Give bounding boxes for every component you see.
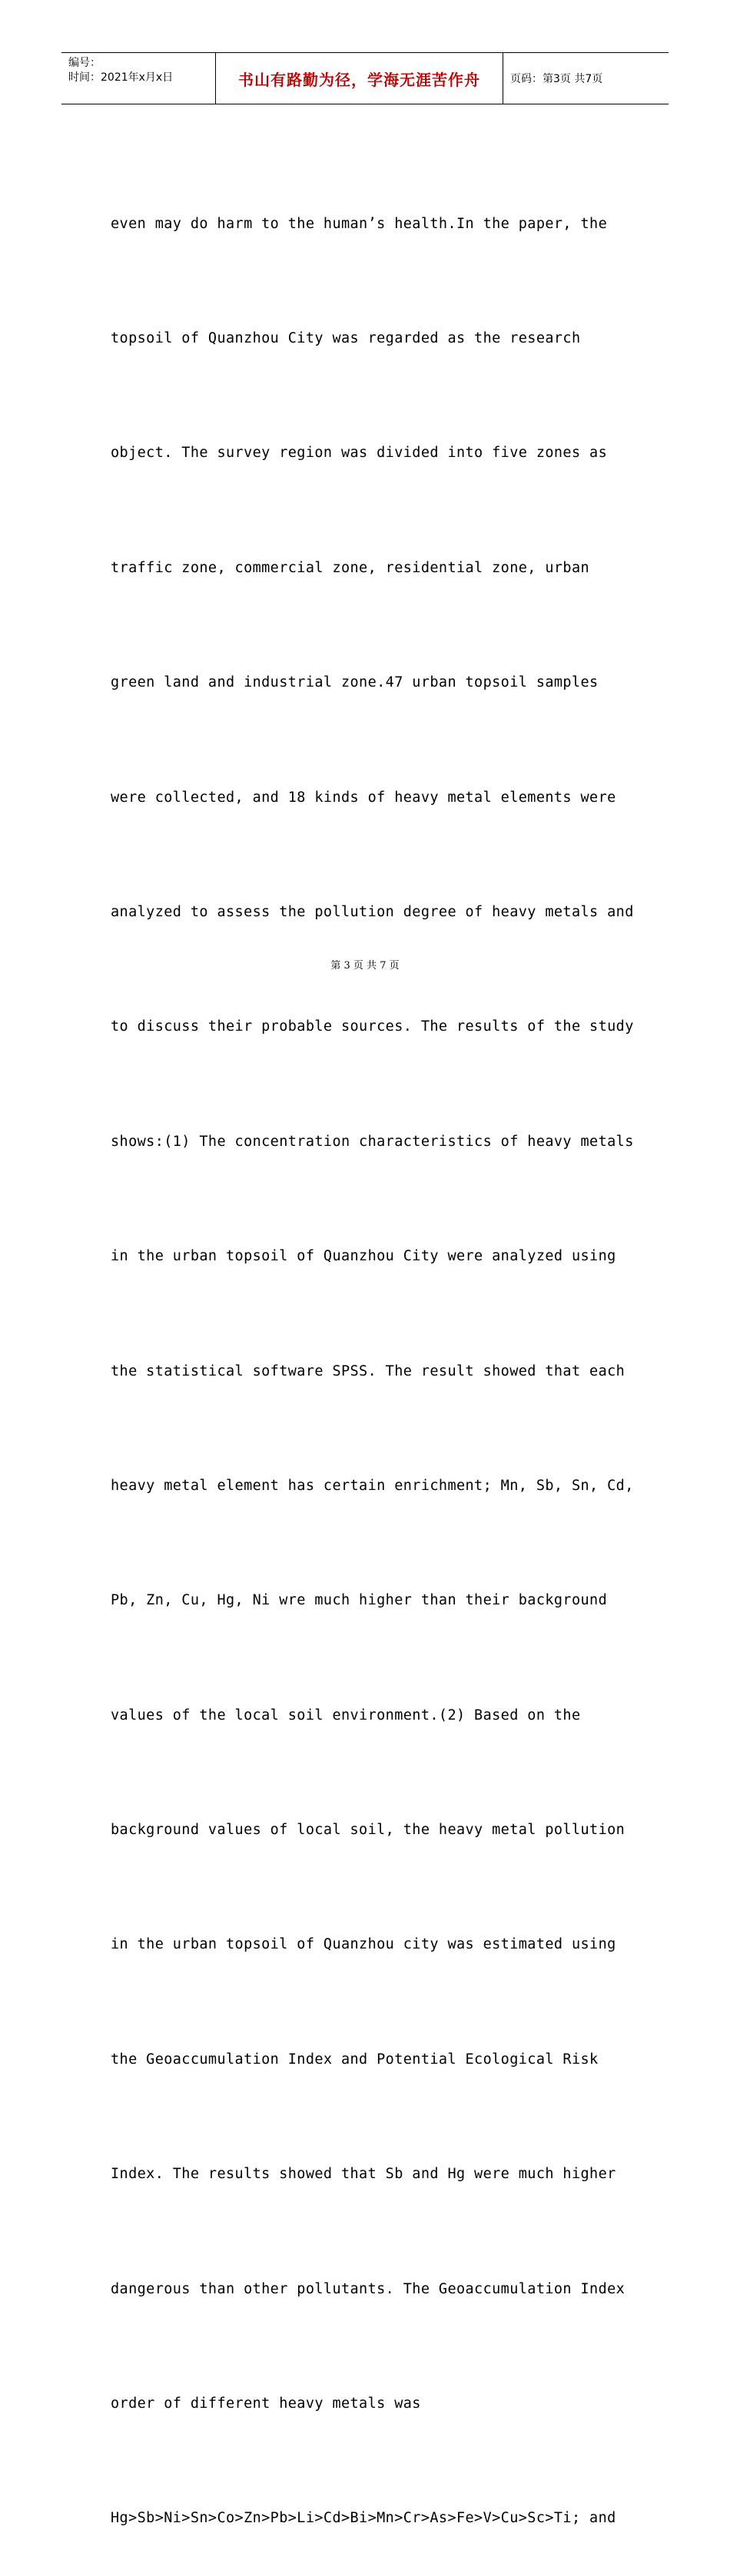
page-header	[61, 52, 669, 104]
body-line: to discuss their probable sources. The results of the study	[111, 1018, 634, 1035]
body-line: shows:(1) The concentration characteristics of heavy metals	[111, 1133, 634, 1150]
body-line: dangerous than other pollutants. The Geoaccumulation Index	[111, 2280, 625, 2297]
header-motto: 书山有路勤为径，学海无涯苦作舟	[216, 53, 503, 104]
body-line: the statistical software SPSS. The result showed that each	[111, 1362, 625, 1379]
number-label: 编号：	[68, 57, 101, 69]
body-line: heavy metal element has certain enrichment; Mn, Sb, Sn, Cd,	[111, 1477, 634, 1494]
body-line: values of the local soil environment.(2) Based on the	[111, 1707, 581, 1723]
document-body	[111, 128, 633, 2576]
header-page-info: 页码：第3页 共7页	[510, 73, 603, 85]
body-line: analyzed to assess the pollution degree of heavy metals and	[111, 903, 634, 920]
header-meta	[61, 53, 216, 104]
body-line: traffic zone, commercial zone, residential zone, urban	[111, 559, 590, 576]
body-line: Index. The results showed that Sb and Hg were much higher	[111, 2166, 616, 2183]
page-footer: 第 3 页 共 7 页	[330, 960, 400, 972]
body-line: Hg>Sb>Ni>Sn>Co>Zn>Pb>Li>Cd>Bi>Mn>Cr>As>Fe>V>Cu>Sc>Ti; and	[111, 2510, 616, 2527]
body-line: even may do harm to the human’s health.In the paper, the	[111, 215, 608, 232]
body-line: Pb, Zn, Cu, Hg, Ni wre much higher than their background	[111, 1592, 608, 1609]
body-line: green land and industrial zone.47 urban topsoil samples	[111, 674, 599, 691]
body-line: background values of local soil, the heavy metal pollution	[111, 1822, 625, 1839]
body-line: the Geoaccumulation Index and Potential Ecological Risk	[111, 2051, 599, 2068]
date-label: 时间：2021年x月x日	[68, 71, 174, 84]
body-line: were collected, and 18 kinds of heavy metal elements were	[111, 789, 616, 806]
body-line: in the urban topsoil of Quanzhou city was estimated using	[111, 1936, 616, 1953]
body-line: object. The survey region was divided into five zones as	[111, 445, 608, 462]
body-line: topsoil of Quanzhou City was regarded as the research	[111, 329, 581, 346]
body-line: order of different heavy metals was	[111, 2396, 421, 2412]
body-line: in the urban topsoil of Quanzhou City were analyzed using	[111, 1248, 616, 1265]
